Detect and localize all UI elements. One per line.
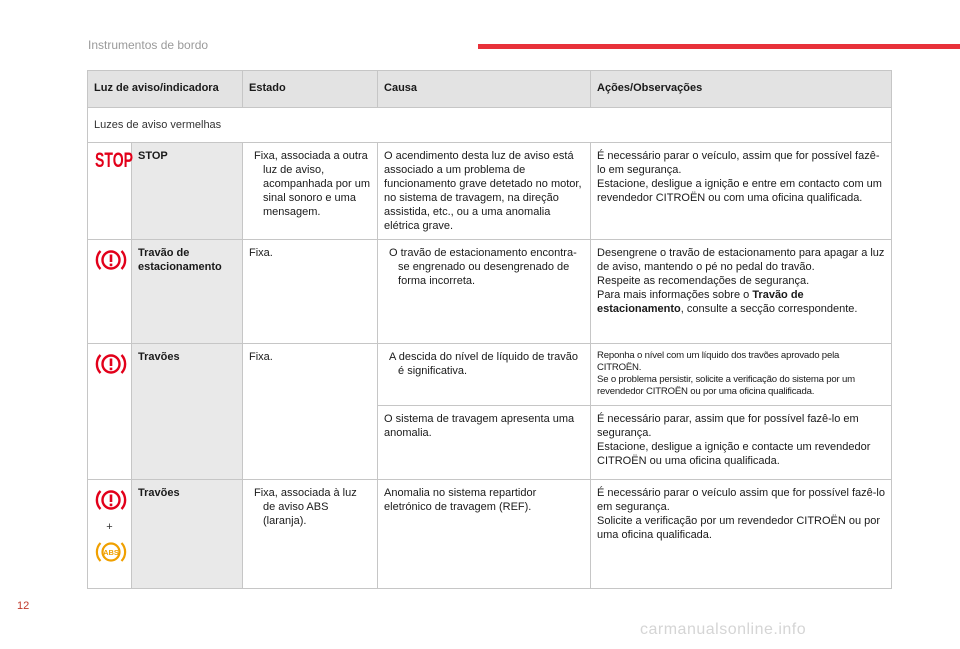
cause-cell [378,344,591,406]
table-row-brakes-abs [88,480,892,589]
state-cell: Fixa. [243,240,378,344]
cause-cell [378,240,591,344]
table-row-brakes [88,344,892,406]
brake-warning-icon [94,486,128,514]
lamp-cell [88,480,132,589]
cause-cell: Anomalia no sistema repartidor eletrónico de travagem (REF). [378,480,591,589]
state-cell [243,480,378,589]
cause-cell: O acendimento desta luz de aviso está associado a um problema de funcionamento grave detetado no motor, no sistema de travagem, na direção assistida, etc., ou a uma anomalia elétrica grave. [378,143,591,240]
table-row-parking-brake [88,240,892,344]
page-number: 12 [17,600,30,612]
cause-text: O travão de estacionamento encontra-se engrenado ou desengrenado de forma incorreta. [389,247,577,287]
table-row-stop [88,143,892,240]
abs-warning-icon [94,538,128,566]
action-cell: É necessário parar, assim que for possível fazê-lo em segurança. Estacione, desligue a ignição e contacte um revendedor CITROËN ou uma oficina qualificada. [591,406,892,480]
state-text: Fixa, associada a outra luz de aviso, acompanhada por um sinal sonoro e uma mensagem. [254,150,371,218]
brake-warning-icon [94,246,128,274]
stop-icon-text: STOP [95,149,133,171]
action-cell: É necessário parar o veículo, assim que for possível fazê-lo em segurança. Estacione, desligue a ignição e entre em contacto com um revendedor CITROËN ou com uma oficina qualificada. [591,143,892,240]
state-text: Fixa, associada à luz de aviso ABS (laranja). [254,487,357,527]
action-bold-ref: Travão de estacionamento [597,289,804,315]
brake-warning-icon [94,350,128,378]
state-cell [243,143,378,240]
lamp-cell [88,344,132,480]
action-text-end: , consulte a secção correspondente. [680,303,858,315]
section-label: Luzes de aviso vermelhas [88,108,892,143]
action-cell: Reponha o nível com um líquido dos travões aprovado pela CITROËN. Se o problema persistir, solicite a verificação do sistema por um revendedor CITROËN ou por uma oficina qualificada. [591,344,892,406]
action-text: Desengrene o travão de estacionamento para apagar a luz de aviso, mantendo o pé no pedal do travão. Respeite as recomendações de segurança. Para mais informações sobre o [597,247,885,301]
section-row-red-lights [88,108,892,143]
lamp-cell [88,240,132,344]
page-header-title: Instrumentos de bordo [88,38,209,52]
light-name: Travões [132,344,243,480]
light-name: STOP [132,143,243,240]
lamp-cell [88,143,132,240]
plus-sign: + [106,521,113,533]
header-accent-bar [478,44,960,49]
cause-text: A descida do nível de líquido de travão é significativa. [389,351,578,377]
col-header-actions: Ações/Observações [591,71,892,108]
light-name: Travões [132,480,243,589]
stop-warning-icon [94,149,134,171]
abs-icon-text: ABS [103,548,119,557]
col-header-light: Luz de aviso/indicadora [88,71,243,108]
light-name: Travão de estacionamento [132,240,243,344]
action-cell: É necessário parar o veículo assim que for possível fazê-lo em segurança. Solicite a verificação por um revendedor CITROËN ou por uma oficina qualificada. [591,480,892,589]
cause-cell: O sistema de travagem apresenta uma anomalia. [378,406,591,480]
table-header-row [88,71,892,108]
state-cell: Fixa. [243,344,378,480]
warning-lights-table [87,70,892,589]
action-cell [591,240,892,344]
col-header-state: Estado [243,71,378,108]
footer-watermark: carmanualsonline.info [640,621,807,638]
col-header-cause: Causa [378,71,591,108]
